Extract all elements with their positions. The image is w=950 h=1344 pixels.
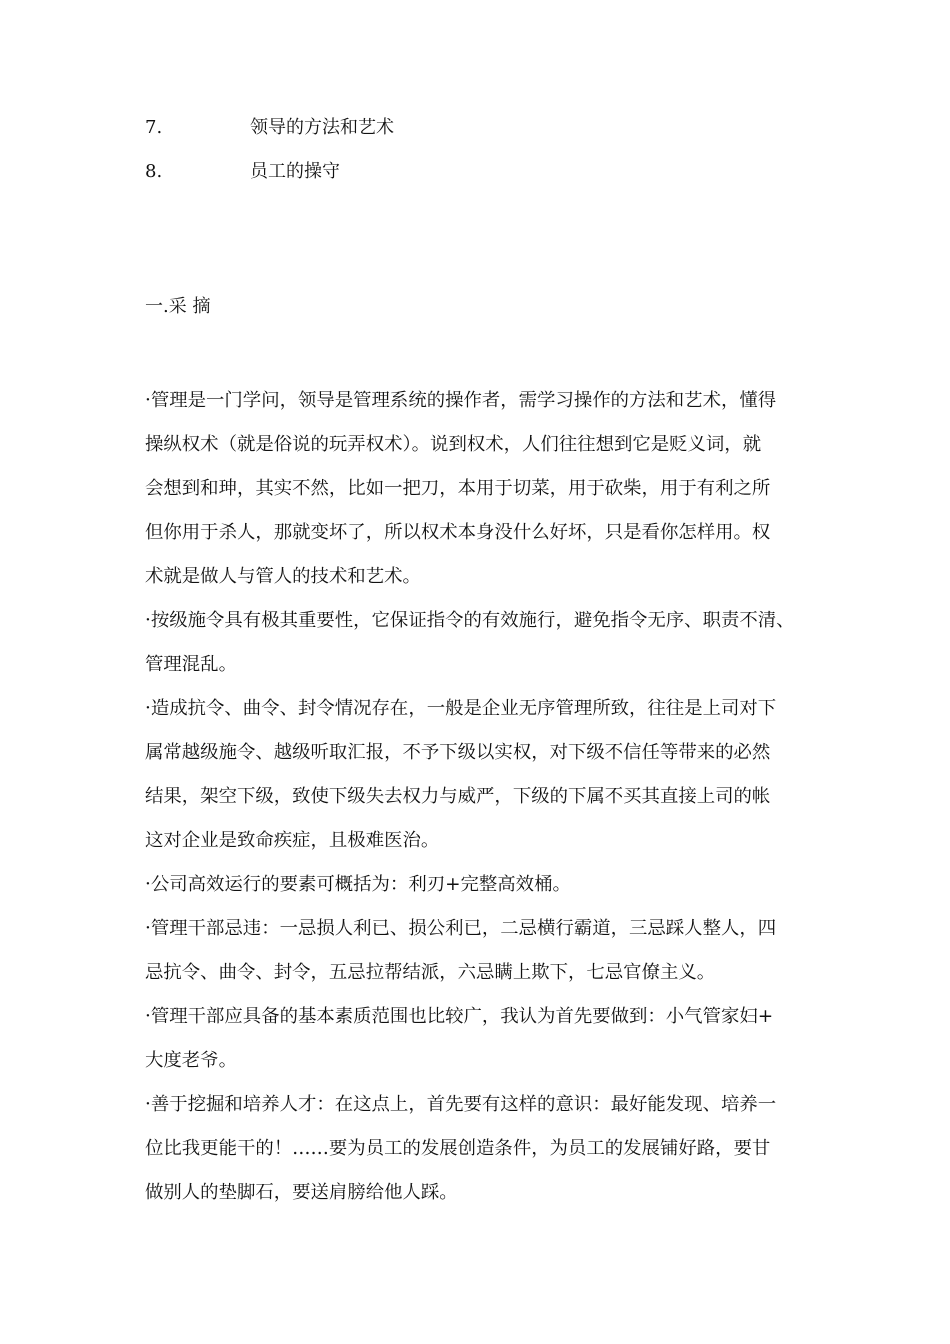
text-line: 大度老爷。 (145, 1050, 237, 1071)
text-line: 术就是做人与管人的技术和艺术。 (145, 566, 421, 587)
text-line: 管理混乱。 (145, 654, 237, 675)
text-line: ·善于挖掘和培养人才：在这点上，首先要有这样的意识：最好能发现、培养一 (145, 1094, 777, 1115)
text-line: 忌抗令、曲令、封令，五忌拉帮结派，六忌瞒上欺下，七忌官僚主义。 (145, 962, 716, 983)
text-line: 会想到和珅，其实不然，比如一把刀，本用于切菜，用于砍柴，用于有利之所 (145, 478, 771, 499)
text-line: ·管理干部应具备的基本素质范围也比较广，我认为首先要做到：小气管家妇+ (145, 1006, 774, 1027)
text-line: 但你用于杀人，那就变坏了，所以权术本身没什么好坏，只是看你怎样用。权 (145, 522, 771, 543)
text-line: ·管理是一门学问，领导是管理系统的操作者，需学习操作的方法和艺术，懂得 (145, 390, 777, 411)
toc-item-number: 8. (145, 161, 163, 182)
toc-item-number: 7. (145, 117, 163, 138)
body-text (145, 379, 835, 1215)
text-line: ·公司高效运行的要素可概括为：利刃+完整高效桶。 (145, 874, 571, 895)
text-line: ·按级施令具有极其重要性，它保证指令的有效施行，避免指令无序、职责不清、 (145, 610, 795, 631)
section-title: 一.采 摘 (145, 296, 211, 317)
toc-item-text: 领导的方法和艺术 (250, 117, 394, 138)
text-line: ·造成抗令、曲令、封令情况存在，一般是企业无序管理所致，往往是上司对下 (145, 698, 777, 719)
text-line: 操纵权术（就是俗说的玩弄权术）。说到权术，人们往往想到它是贬义词，就 (145, 434, 762, 455)
text-line: 结果，架空下级，致使下级失去权力与威严，下级的下属不买其直接上司的帐 (145, 786, 771, 807)
text-line: 位比我更能干的！……要为员工的发展创造条件，为员工的发展铺好路，要甘 (145, 1138, 771, 1159)
text-line: 属常越级施令、越级听取汇报，不予下级以实权，对下级不信任等带来的必然 (145, 742, 771, 763)
text-line: 做别人的垫脚石，要送肩膀给他人踩。 (145, 1182, 458, 1203)
text-line: ·管理干部忌违：一忌损人利已、损公利已，二忌横行霸道，三忌踩人整人，四 (145, 918, 777, 939)
toc-item-text: 员工的操守 (250, 161, 340, 182)
text-line: 这对企业是致命疾症，且极难医治。 (145, 830, 440, 851)
